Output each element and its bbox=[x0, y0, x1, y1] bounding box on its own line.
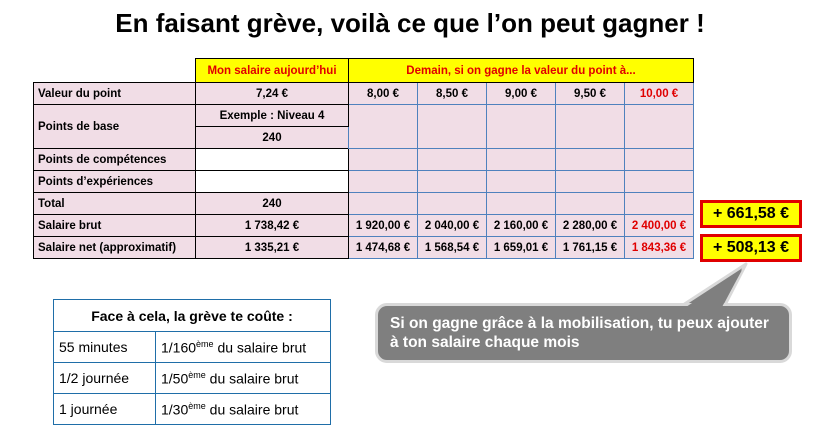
cost-duration: 1 journée bbox=[54, 394, 156, 425]
table-row bbox=[54, 394, 331, 425]
gain-brut-badge: + 661,58 € bbox=[700, 200, 802, 228]
future-brut-5: 2 400,00 € bbox=[625, 215, 694, 237]
current-points-base: 240 bbox=[196, 127, 349, 149]
future-valeur-point-2: 8,50 € bbox=[418, 83, 487, 105]
future-brut-3: 2 160,00 € bbox=[487, 215, 556, 237]
cost-fraction: 1/50ème du salaire brut bbox=[156, 363, 331, 394]
future-net-4: 1 761,15 € bbox=[556, 237, 625, 259]
future-valeur-point-3: 9,00 € bbox=[487, 83, 556, 105]
row-label-points-base: Points de base bbox=[34, 105, 196, 149]
future-net-1: 1 474,68 € bbox=[349, 237, 418, 259]
cost-duration: 1/2 journée bbox=[54, 363, 156, 394]
cost-duration: 55 minutes bbox=[54, 332, 156, 363]
strike-cost-table bbox=[53, 299, 331, 425]
future-brut-4: 2 280,00 € bbox=[556, 215, 625, 237]
header-current-salary: Mon salaire aujourd’hui bbox=[196, 59, 349, 83]
future-net-5: 1 843,36 € bbox=[625, 237, 694, 259]
cost-fraction: 1/30ème du salaire brut bbox=[156, 394, 331, 425]
future-net-3: 1 659,01 € bbox=[487, 237, 556, 259]
header-future-salary: Demain, si on gagne la valeur du point à... bbox=[349, 59, 694, 83]
current-total: 240 bbox=[196, 193, 349, 215]
future-valeur-point-5: 10,00 € bbox=[625, 83, 694, 105]
row-label-net: Salaire net (approximatif) bbox=[34, 237, 196, 259]
current-brut: 1 738,42 € bbox=[196, 215, 349, 237]
future-valeur-point-4: 9,50 € bbox=[556, 83, 625, 105]
example-level-cell: Exemple : Niveau 4 bbox=[196, 105, 349, 127]
future-brut-2: 2 040,00 € bbox=[418, 215, 487, 237]
current-net: 1 335,21 € bbox=[196, 237, 349, 259]
cost-table-header: Face à cela, la grève te coûte : bbox=[54, 300, 331, 332]
row-label-brut: Salaire brut bbox=[34, 215, 196, 237]
row-label-competences: Points de compétences bbox=[34, 149, 196, 171]
gain-net-badge: + 508,13 € bbox=[700, 234, 802, 262]
table-row bbox=[54, 300, 331, 332]
row-label-total: Total bbox=[34, 193, 196, 215]
current-valeur-point: 7,24 € bbox=[196, 83, 349, 105]
table-row bbox=[54, 363, 331, 394]
row-label-experiences: Points d’expériences bbox=[34, 171, 196, 193]
future-net-2: 1 568,54 € bbox=[418, 237, 487, 259]
future-brut-1: 1 920,00 € bbox=[349, 215, 418, 237]
page-title: En faisant grève, voilà ce que l’on peut gagner ! bbox=[115, 8, 705, 38]
callout-bubble: Si on gagne grâce à la mobilisation, tu peux ajouter à ton salaire chaque mois bbox=[375, 303, 792, 363]
cost-fraction: 1/160ème du salaire brut bbox=[156, 332, 331, 363]
table-row bbox=[54, 332, 331, 363]
row-label-valeur-point: Valeur du point bbox=[34, 83, 196, 105]
future-valeur-point-1: 8,00 € bbox=[349, 83, 418, 105]
